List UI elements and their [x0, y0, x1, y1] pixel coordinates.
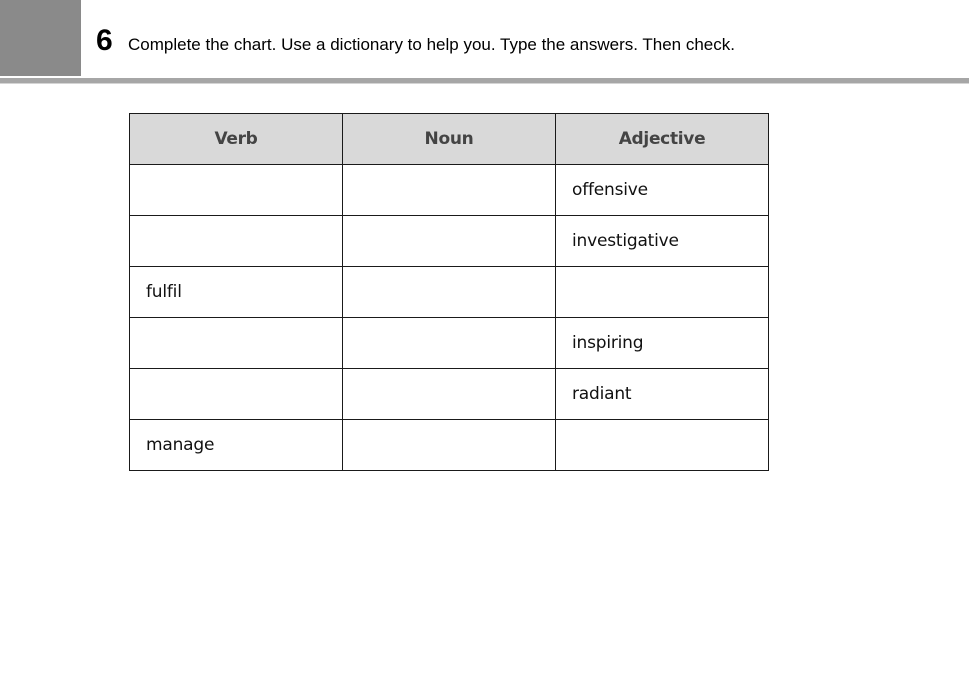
- adjective-cell: radiant: [556, 369, 769, 420]
- answer-input[interactable]: [572, 420, 752, 470]
- noun-answer-cell[interactable]: [343, 369, 556, 420]
- table-header-row: [130, 114, 769, 165]
- verb-cell: fulfil: [130, 267, 343, 318]
- verb-cell: manage: [130, 420, 343, 471]
- table-row: [130, 165, 769, 216]
- answer-input[interactable]: [146, 369, 326, 419]
- answer-input[interactable]: [359, 318, 539, 368]
- noun-answer-cell[interactable]: [343, 216, 556, 267]
- column-header-verb: Verb: [130, 114, 343, 165]
- corner-block: [0, 0, 81, 76]
- verb-answer-cell[interactable]: [130, 165, 343, 216]
- adjective-cell: offensive: [556, 165, 769, 216]
- verb-answer-cell[interactable]: [130, 318, 343, 369]
- table-row: [130, 369, 769, 420]
- adjective-answer-cell[interactable]: [556, 267, 769, 318]
- answer-input[interactable]: [146, 165, 326, 215]
- answer-input[interactable]: [572, 267, 752, 317]
- header-divider: [0, 78, 969, 83]
- answer-input[interactable]: [359, 165, 539, 215]
- answer-input[interactable]: [359, 216, 539, 266]
- exercise-instruction: Complete the chart. Use a dictionary to help you. Type the answers. Then check.: [128, 35, 735, 54]
- word-chart-table: [129, 113, 769, 471]
- column-header-noun: Noun: [343, 114, 556, 165]
- verb-answer-cell[interactable]: [130, 216, 343, 267]
- adjective-answer-cell[interactable]: [556, 420, 769, 471]
- adjective-cell: investigative: [556, 216, 769, 267]
- answer-input[interactable]: [359, 267, 539, 317]
- adjective-cell: inspiring: [556, 318, 769, 369]
- table-row: [130, 267, 769, 318]
- answer-input[interactable]: [146, 216, 326, 266]
- noun-answer-cell[interactable]: [343, 267, 556, 318]
- verb-answer-cell[interactable]: [130, 369, 343, 420]
- answer-input[interactable]: [359, 369, 539, 419]
- table-row: [130, 420, 769, 471]
- column-header-adjective: Adjective: [556, 114, 769, 165]
- exercise-number: 6: [96, 24, 113, 57]
- answer-input[interactable]: [146, 318, 326, 368]
- table-row: [130, 216, 769, 267]
- answer-input[interactable]: [359, 420, 539, 470]
- noun-answer-cell[interactable]: [343, 318, 556, 369]
- noun-answer-cell[interactable]: [343, 165, 556, 216]
- noun-answer-cell[interactable]: [343, 420, 556, 471]
- table-row: [130, 318, 769, 369]
